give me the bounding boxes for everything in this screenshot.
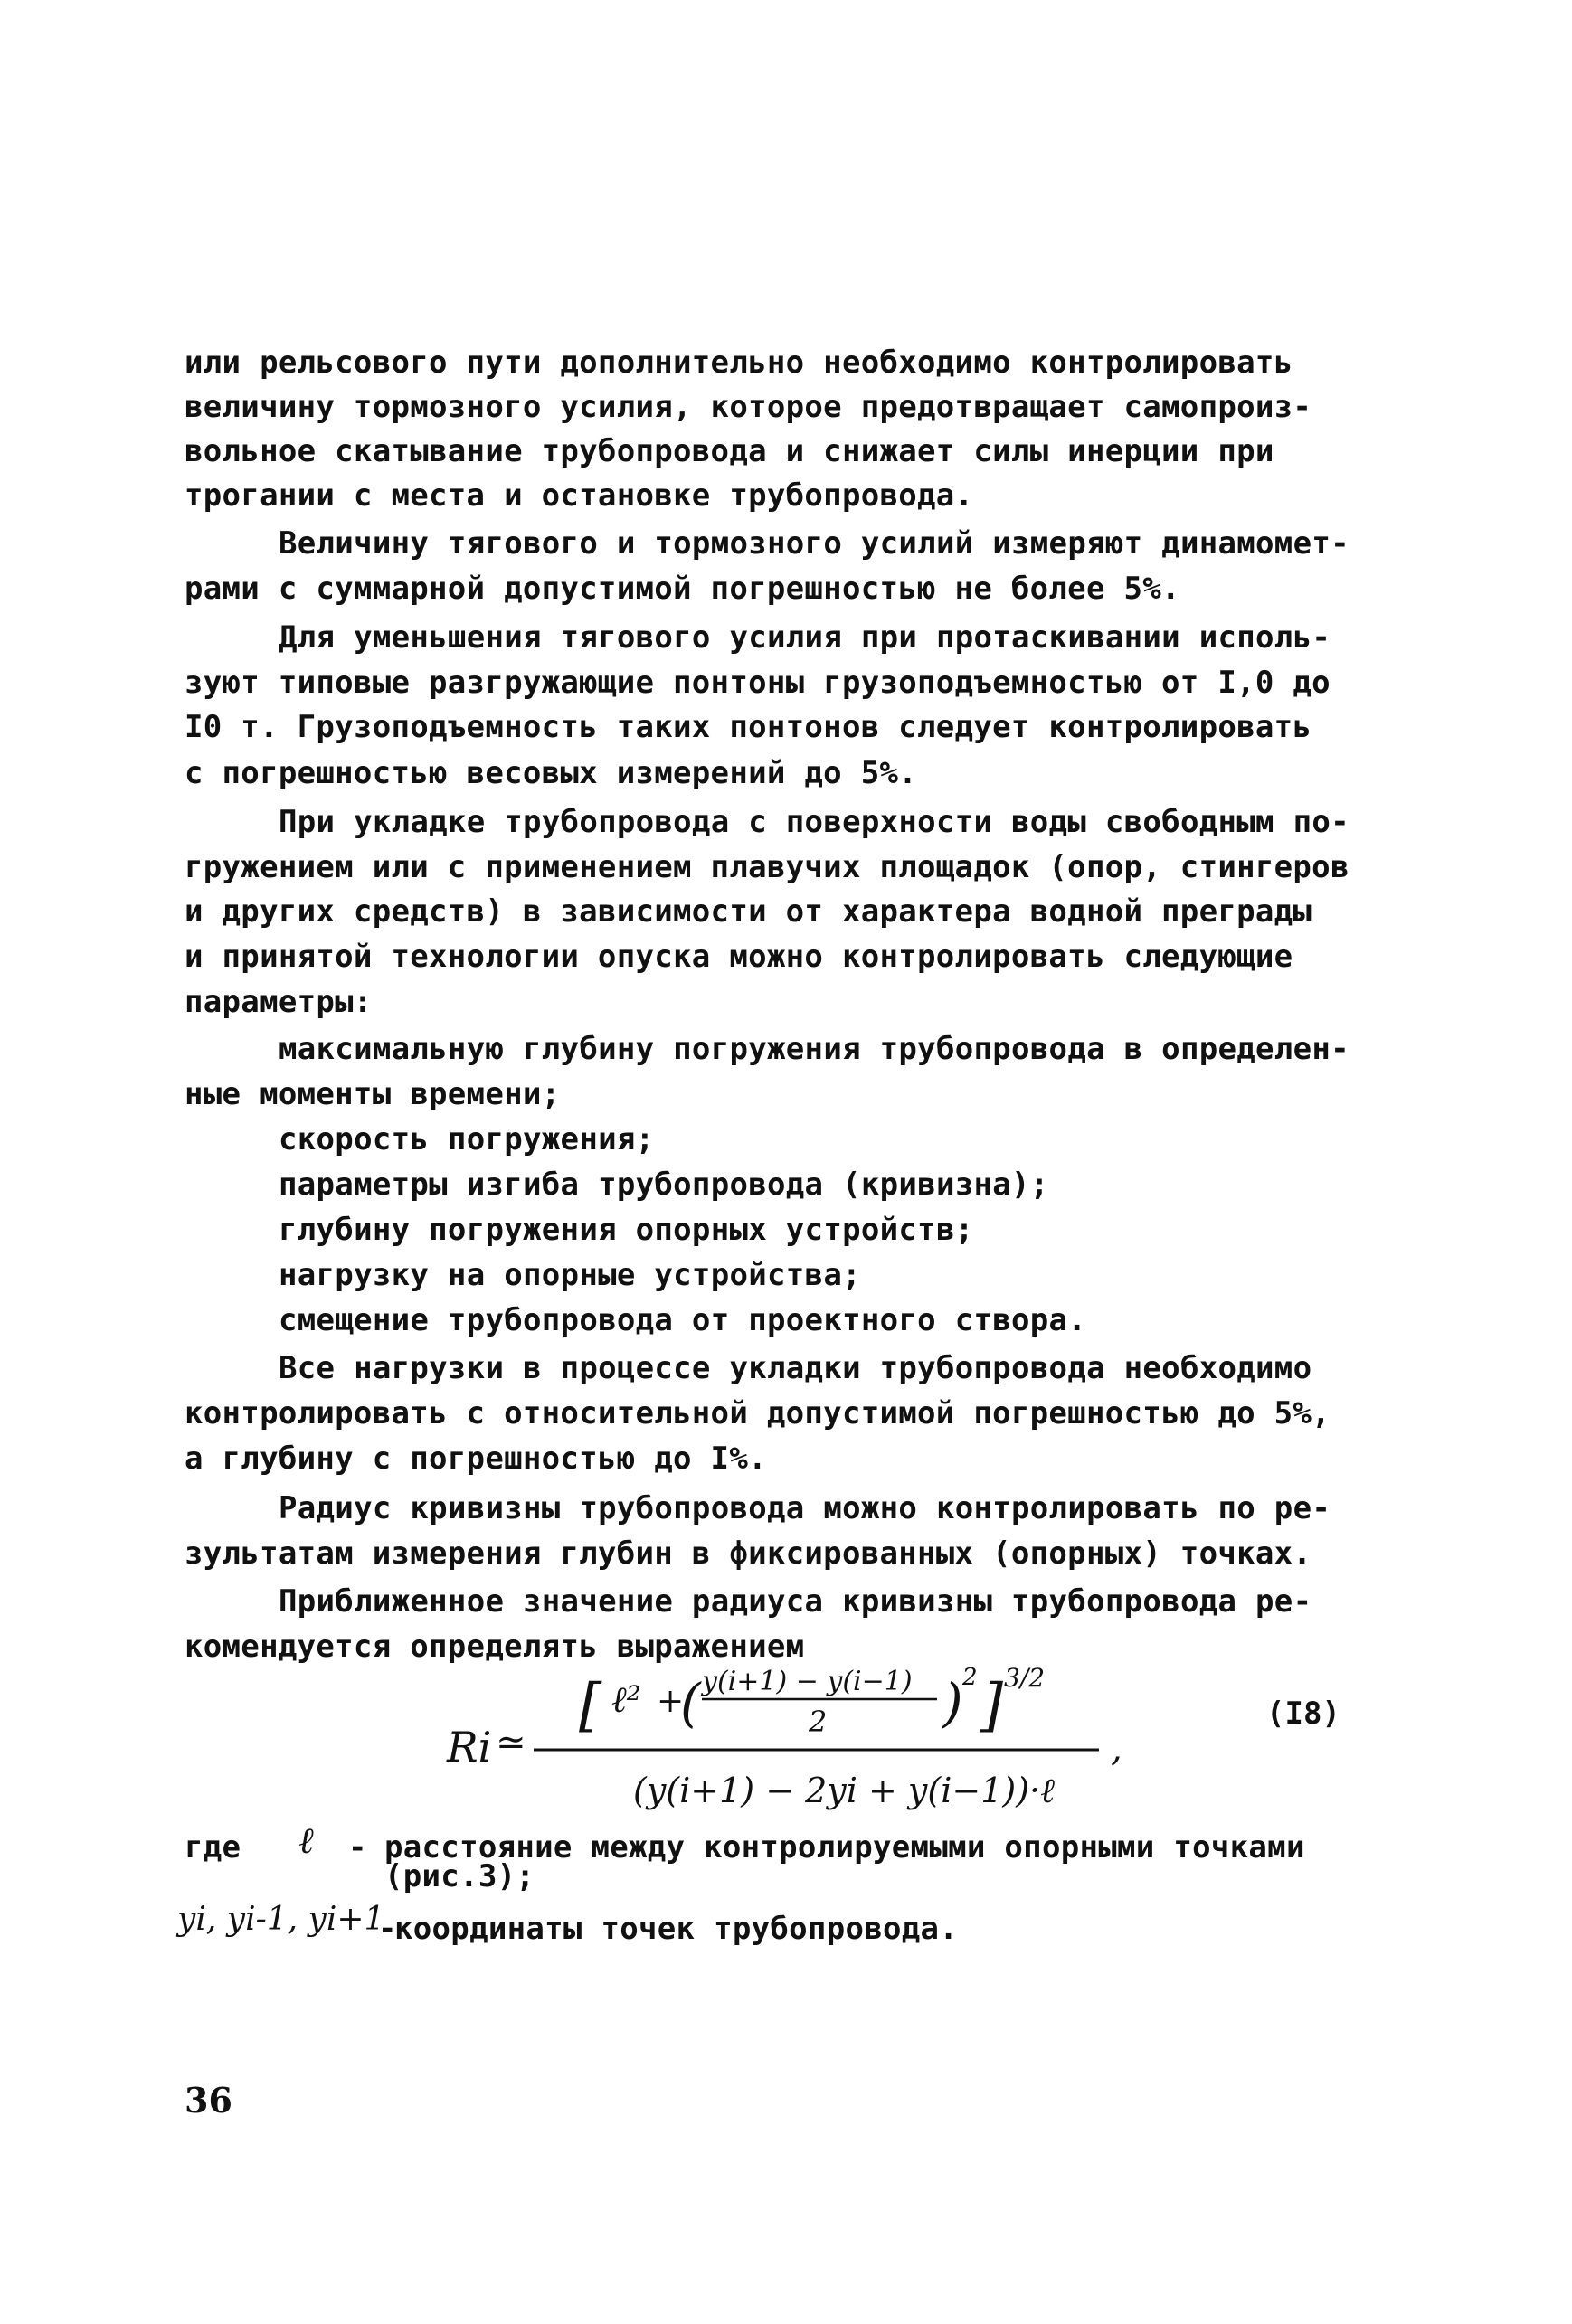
equation-number: (I8) — [1266, 1696, 1340, 1732]
formula-plus: + — [657, 1683, 685, 1720]
text-line: Все нагрузки в процессе укладки трубопровода необходимо — [279, 1350, 1312, 1386]
text-line: максимальную глубину погружения трубопровода в определен- — [279, 1031, 1349, 1067]
text-line: скорость погружения; — [279, 1121, 655, 1157]
text-line: параметры изгиба трубопровода (кривизна); — [279, 1167, 1049, 1203]
text-line: и других средств) в зависимости от характера водной преграды — [185, 893, 1312, 930]
formula-comma: , — [1111, 1728, 1122, 1770]
text-line: вольное скатывание трубопровода и снижает силы инерции при — [185, 433, 1274, 469]
legend-text: координаты точек трубопровода. — [394, 1911, 959, 1947]
text-line: ные моменты времени; — [185, 1076, 561, 1112]
text-line: Величину тягового и тормозного усилий измеряют динамомет- — [279, 525, 1349, 562]
inner-fraction-top: y(i+1) − y(i−1) — [702, 1666, 913, 1697]
text-line: зуют типовые разгружающие понтоны грузоподъемностью от I,0 до — [185, 665, 1331, 701]
text-line: гружением или с применением плавучих площадок (опор, стингеров — [185, 849, 1349, 885]
legend-symbol-l: ℓ — [298, 1820, 314, 1862]
text-line: или рельсового пути дополнительно необходимо контролировать — [185, 345, 1293, 381]
inner-close-paren: ) — [942, 1672, 963, 1734]
text-line: с погрешностью весовых измерений до 5%. — [185, 755, 918, 791]
text-line: смещение трубопровода от проектного створа. — [279, 1302, 1087, 1338]
formula-approx: ≃ — [496, 1722, 526, 1763]
text-line: Радиус кривизны трубопровода можно контролировать по ре- — [279, 1490, 1331, 1526]
text-line: величину тормозного усилия, которое предотвращает самопроиз- — [185, 389, 1312, 425]
formula-denominator: (y(i+1) − 2yi + y(i−1))·ℓ — [633, 1771, 1055, 1810]
numerator-open-bracket: [ — [579, 1672, 601, 1739]
inner-power: 2 — [962, 1664, 978, 1691]
text-line: глубину погружения опорных устройств; — [279, 1212, 974, 1248]
page-number: 36 — [185, 2080, 232, 2121]
text-line: а глубину с погрешностью до I%. — [185, 1441, 767, 1477]
legend-text: расстояние между контролируемыми опорными точками — [384, 1829, 1305, 1866]
inner-fraction-bottom: 2 — [809, 1705, 828, 1739]
curvature-formula — [434, 1659, 1122, 1813]
outer-power: 3/2 — [1004, 1663, 1046, 1693]
legend-prefix: где — [185, 1829, 241, 1866]
formula-l-squared: ℓ² — [611, 1679, 641, 1721]
legend-dash: - — [348, 1829, 367, 1866]
legend-symbol-coordinates: yi, yi-1, yi+1 — [177, 1901, 385, 1938]
text-line: Приближенное значение радиуса кривизны трубопровода ре- — [279, 1583, 1312, 1620]
numerator-close-bracket: ] — [980, 1672, 1003, 1739]
formula-lhs: Ri — [447, 1723, 492, 1771]
text-line: I0 т. Грузоподъемность таких понтонов следует контролировать — [185, 709, 1312, 745]
text-line: Для уменьшения тягового усилия при протаскивании исполь- — [279, 619, 1331, 656]
text-line: контролировать с относительной допустимой погрешностью до 5%, — [185, 1395, 1331, 1431]
legend-dash: - — [378, 1911, 397, 1947]
text-line: и принятой технологии опуска можно контролировать следующие — [185, 939, 1293, 975]
text-line: параметры: — [185, 984, 373, 1020]
legend-text: (рис.3); — [384, 1858, 535, 1894]
inner-open-paren: ( — [680, 1672, 701, 1734]
text-line: При укладке трубопровода с поверхности воды свободным по- — [279, 804, 1349, 840]
formula-svg — [434, 1659, 1122, 1813]
text-line: зультатам измерения глубин в фиксированных (опорных) точках. — [185, 1535, 1312, 1572]
text-line: комендуется определять выражением — [185, 1629, 805, 1665]
text-line: трогании с места и остановке трубопровода. — [185, 477, 974, 514]
text-line: нагрузку на опорные устройства; — [279, 1257, 861, 1293]
text-line: рами с суммарной допустимой погрешностью не более 5%. — [185, 571, 1180, 607]
